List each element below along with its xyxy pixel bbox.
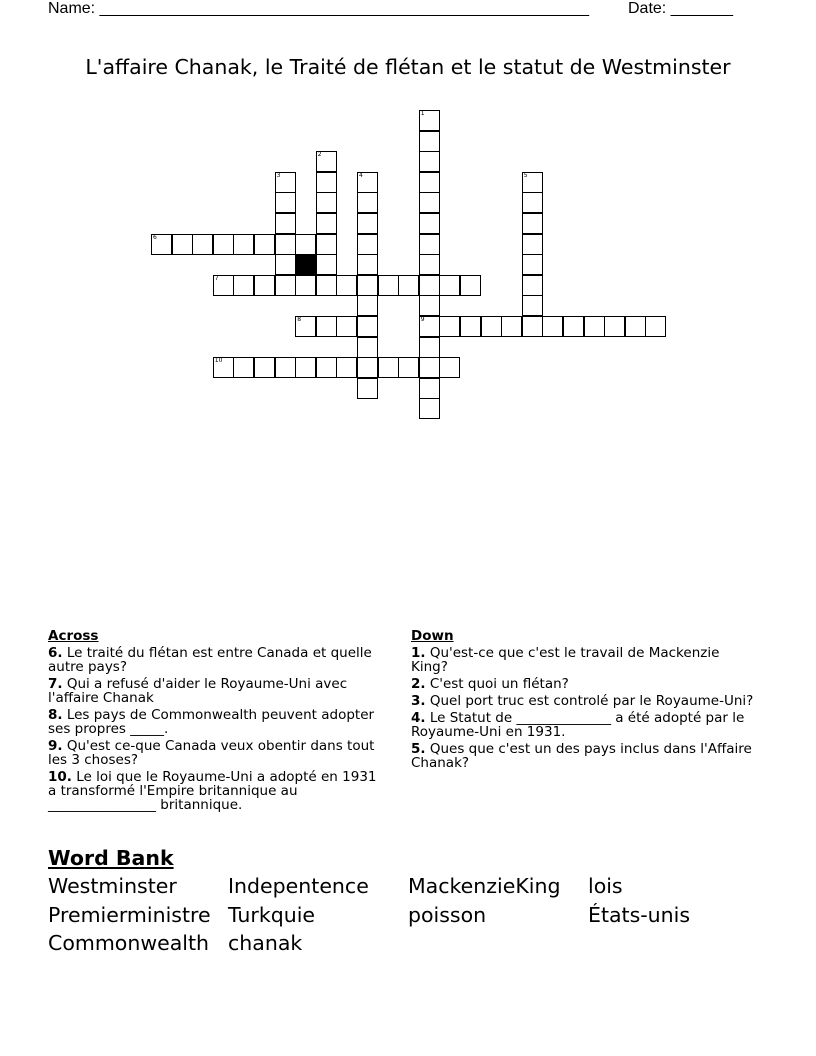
grid-cell[interactable] (419, 234, 440, 255)
clue-number: 9. (48, 738, 63, 754)
date-field-label: Date: _______ (628, 0, 733, 17)
grid-cell[interactable] (233, 357, 254, 378)
across-clue-8 (48, 708, 378, 736)
clue-text: Ques que c'est un des pays inclus dans l'Affaire Chanak? (411, 741, 752, 771)
clue-number: 4. (411, 710, 426, 726)
grid-cell[interactable] (625, 316, 646, 337)
grid-cell[interactable] (419, 172, 440, 193)
grid-cell[interactable] (295, 316, 316, 337)
grid-cell[interactable] (481, 316, 502, 337)
grid-cell[interactable] (192, 234, 213, 255)
grid-cell[interactable] (275, 192, 296, 213)
clue-number: 5. (411, 741, 426, 757)
grid-cell[interactable] (213, 357, 234, 378)
grid-cell[interactable] (419, 151, 440, 172)
grid-cell[interactable] (316, 316, 337, 337)
down-clue-3 (411, 694, 756, 708)
grid-cell[interactable] (522, 275, 543, 296)
grid-cell[interactable] (522, 213, 543, 234)
cell-number: 2 (317, 151, 322, 159)
clue-text: Qui a refusé d'aider le Royaume-Uni avec l'affaire Chanak (48, 676, 348, 706)
grid-cell[interactable] (233, 275, 254, 296)
down-heading: Down (411, 628, 454, 644)
grid-cell[interactable] (275, 234, 296, 255)
word-bank-item: MackenzieKing (408, 874, 561, 898)
down-clue-5 (411, 742, 756, 770)
grid-cell[interactable] (378, 275, 399, 296)
word-bank-item: Premierministre (48, 903, 211, 927)
clue-text: C'est quoi un flétan? (429, 676, 569, 692)
grid-cell[interactable] (316, 234, 337, 255)
page-title: L'affaire Chanak, le Traité de flétan et le statut de Westminster (85, 55, 731, 79)
grid-cell[interactable] (295, 234, 316, 255)
grid-cell[interactable] (357, 172, 378, 193)
grid-cell[interactable] (419, 275, 440, 296)
word-bank-item: Westminster (48, 874, 177, 898)
grid-cell[interactable] (419, 254, 440, 275)
grid-cell[interactable] (254, 234, 275, 255)
clue-number: 1. (411, 645, 426, 661)
grid-cell[interactable] (357, 234, 378, 255)
grid-cell[interactable] (275, 275, 296, 296)
clue-number: 7. (48, 676, 63, 692)
word-bank-item: poisson (408, 903, 487, 927)
cell-number: 10 (214, 357, 223, 365)
cell-number: 9 (420, 316, 425, 323)
grid-cell[interactable] (275, 213, 296, 234)
grid-cell[interactable] (439, 316, 460, 337)
grid-cell[interactable] (254, 275, 275, 296)
word-bank-item: Commonwealth (48, 931, 209, 955)
grid-cell[interactable] (316, 213, 337, 234)
cell-number: 3 (276, 171, 281, 179)
clue-text: Le traité du flétan est entre Canada et quelle autre pays? (48, 645, 372, 675)
word-bank-item: Turkquie (228, 903, 316, 927)
grid-cell[interactable] (172, 234, 193, 255)
clue-text: Qu'est ce-que Canada veux obentir dans tout les 3 choses? (48, 738, 375, 768)
grid-cell[interactable] (357, 357, 378, 378)
grid-cell[interactable] (254, 357, 275, 378)
across-heading: Across (48, 628, 99, 644)
cell-number: 4 (359, 171, 363, 179)
grid-cell[interactable] (295, 357, 316, 378)
grid-cell[interactable] (357, 275, 378, 296)
grid-cell[interactable] (563, 316, 584, 337)
down-clues (411, 629, 756, 773)
grid-cell[interactable] (419, 295, 440, 316)
clue-text: Quel port truc est controlé par le Royaume-Uni? (429, 693, 754, 709)
clue-number: 10. (48, 769, 72, 785)
grid-cell[interactable] (275, 172, 296, 193)
grid-cell[interactable] (357, 337, 378, 358)
grid-cell[interactable] (645, 316, 666, 337)
across-clues (48, 629, 378, 815)
down-clue-2 (411, 677, 756, 691)
grid-cell[interactable] (357, 378, 378, 399)
grid-cell[interactable] (316, 151, 337, 172)
grid-cell[interactable] (522, 172, 543, 193)
grid-cell[interactable] (419, 337, 440, 358)
name-field-label: Name: _______________________________________________________ (48, 0, 589, 17)
word-bank-item: lois (588, 874, 623, 898)
word-bank-item: Indepentence (228, 874, 369, 898)
clue-text: Les pays de Commonwealth peuvent adopter ses propres _____. (48, 707, 375, 737)
grid-cell[interactable] (522, 295, 543, 316)
across-clue-6 (48, 646, 378, 674)
word-bank-item: États-unis (588, 903, 691, 927)
grid-cell[interactable] (336, 275, 357, 296)
clue-number: 3. (411, 693, 426, 709)
grid-cell[interactable] (336, 316, 357, 337)
grid-cell[interactable] (419, 110, 440, 131)
clue-number: 8. (48, 707, 63, 723)
grid-cell[interactable] (316, 172, 337, 193)
cell-number: 6 (153, 233, 157, 241)
down-clue-1 (411, 646, 756, 674)
grid-cell[interactable] (357, 254, 378, 275)
grid-cell[interactable] (378, 357, 399, 378)
grid-cell[interactable] (501, 316, 522, 337)
crossword-grid (0, 0, 816, 430)
clue-text: Qu'est-ce que c'est le travail de Mackenzie King? (411, 645, 720, 675)
grid-cell[interactable] (151, 234, 172, 255)
grid-cell[interactable] (316, 254, 337, 275)
clue-text: Le loi que le Royaume-Uni a adopté en 1931 a transformé l'Empire britannique au ________________ britannique. (48, 769, 377, 813)
grid-cell[interactable] (460, 275, 481, 296)
grid-cell[interactable] (275, 254, 296, 275)
across-clue-10 (48, 770, 378, 812)
cell-number: 1 (420, 110, 425, 117)
grid-cell[interactable] (419, 131, 440, 152)
grid-cell[interactable] (213, 275, 234, 296)
grid-cell[interactable] (419, 357, 440, 378)
grid-cell[interactable] (584, 316, 605, 337)
grid-cell[interactable] (419, 316, 440, 337)
across-clue-7 (48, 677, 378, 705)
grid-cell[interactable] (522, 234, 543, 255)
grid-cell[interactable] (398, 357, 419, 378)
grid-cell[interactable] (439, 275, 460, 296)
cell-number: 7 (214, 274, 219, 282)
grid-cell[interactable] (316, 357, 337, 378)
grid-cell[interactable] (357, 192, 378, 213)
grid-cell[interactable] (419, 213, 440, 234)
grid-cell[interactable] (604, 316, 625, 337)
grid-cell[interactable] (439, 357, 460, 378)
clue-text: Le Statut de ______________ a été adopté par le Royaume-Uni en 1931. (411, 710, 745, 740)
cell-number: 8 (297, 316, 302, 323)
grid-cell[interactable] (275, 357, 296, 378)
grid-cell[interactable] (295, 275, 316, 296)
grid-cell[interactable] (336, 357, 357, 378)
grid-cell[interactable] (522, 316, 543, 337)
grid-cell[interactable] (419, 398, 440, 419)
grid-cell[interactable] (316, 275, 337, 296)
grid-cell[interactable] (522, 254, 543, 275)
grid-cell[interactable] (316, 192, 337, 213)
grid-cell[interactable] (542, 316, 563, 337)
grid-cell[interactable] (419, 192, 440, 213)
grid-cell[interactable] (522, 192, 543, 213)
word-bank-title: Word Bank (48, 846, 174, 870)
clue-number: 2. (411, 676, 426, 692)
grid-cell[interactable] (357, 295, 378, 316)
word-bank-item: chanak (228, 931, 303, 955)
cell-number: 5 (523, 171, 528, 179)
grid-cell[interactable] (398, 275, 419, 296)
grid-cell[interactable] (213, 234, 234, 255)
across-clue-9 (48, 739, 378, 767)
down-clue-4 (411, 711, 756, 739)
grid-cell[interactable] (460, 316, 481, 337)
grid-cell[interactable] (357, 213, 378, 234)
grid-cell[interactable] (357, 316, 378, 337)
clue-number: 6. (48, 645, 63, 661)
black-square (295, 254, 316, 275)
grid-cell[interactable] (419, 378, 440, 399)
grid-cell[interactable] (233, 234, 254, 255)
